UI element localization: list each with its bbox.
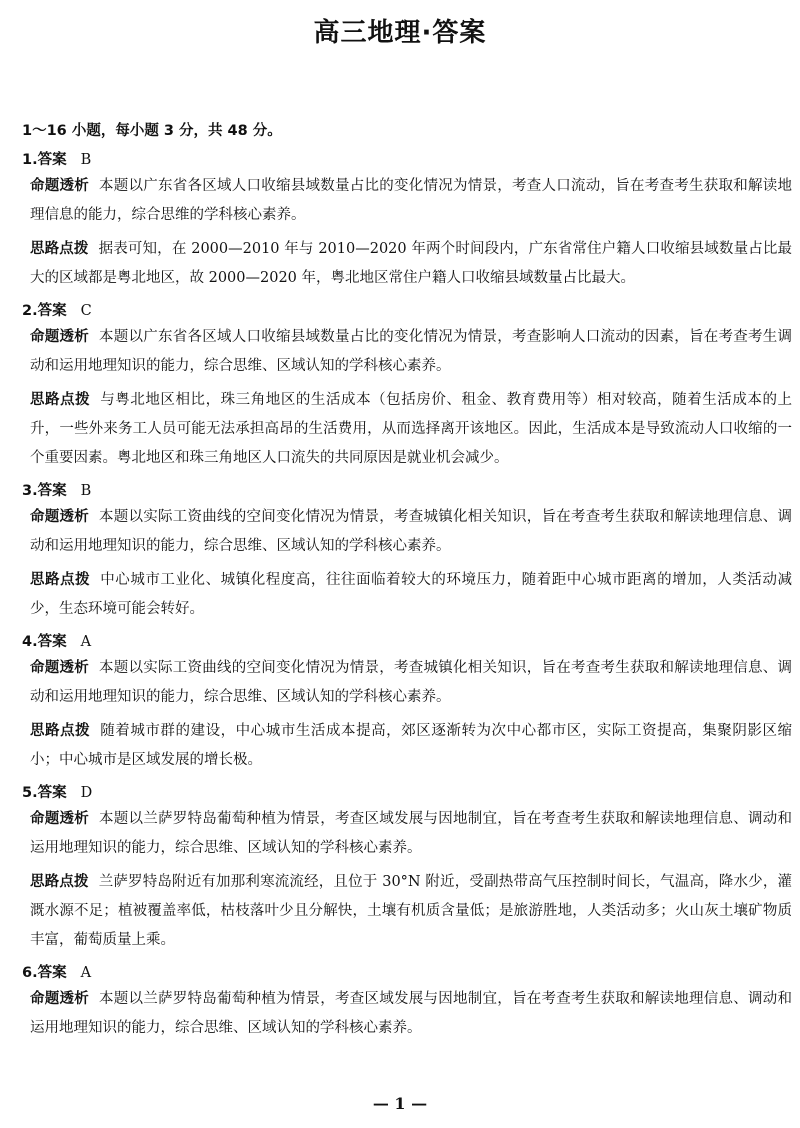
hint-text: 随着城市群的建设，中心城市生活成本提高，郊区逐渐转为次中心都市区，实际工资提高，集聚阴影区缩小；中心城市是区域发展的增长极。 xyxy=(30,723,793,768)
analysis-text: 本题以广东省各区域人口收缩县域数量占比的变化情况为情景，考查影响人口流动的因素，旨在考查考生调动和运用地理知识的能力，综合思维、区域认知的学科核心素养。 xyxy=(30,329,792,374)
hint-text: 中心城市工业化、城镇化程度高，往往面临着较大的环境压力，随着距中心城市距离的增加，人类活动减少，生态环境可能会转好。 xyxy=(30,572,793,617)
analysis-text: 本题以兰萨罗特岛葡萄种植为情景，考查区域发展与因地制宜，旨在考查考生获取和解读地理信息、调动和运用地理知识的能力，综合思维、区域认知的学科核心素养。 xyxy=(30,991,792,1036)
answer-line xyxy=(22,630,792,654)
hint-paragraph xyxy=(30,717,792,775)
analysis-label: 命题透析 xyxy=(30,178,89,194)
page-title: 高三地理·答案 xyxy=(313,18,487,48)
question-block xyxy=(22,148,792,293)
question-block xyxy=(22,479,792,624)
question-number: 5. xyxy=(22,785,38,801)
answer-content xyxy=(22,120,792,1049)
hint-label: 思路点拨 xyxy=(30,723,91,739)
answer-label: 答案 xyxy=(37,483,67,499)
section-intro: 1～16 小题，每小题 3 分，共 48 分。 xyxy=(22,123,282,139)
question-number: 2. xyxy=(22,303,38,319)
answer-value: D xyxy=(80,785,93,801)
analysis-paragraph xyxy=(30,172,792,230)
analysis-text: 本题以实际工资曲线的空间变化情况为情景，考查城镇化相关知识，旨在考查考生获取和解读地理信息、调动和运用地理知识的能力，综合思维、区域认知的学科核心素养。 xyxy=(30,509,792,554)
question-number: 3. xyxy=(22,483,38,499)
page-number: — 1 — xyxy=(372,1094,428,1113)
hint-text: 与粤北地区相比，珠三角地区的生活成本（包括房价、租金、教育费用等）相对较高，随着生活成本的上升，一些外来务工人员可能无法承担高昂的生活费用，从而选择离开该地区。因此，生活成本是导致流动人口收缩的一个重要因素。粤北地区和珠三角地区人口流失的共同原因是就业机会减少。 xyxy=(30,392,793,466)
hint-paragraph xyxy=(30,566,792,624)
analysis-paragraph xyxy=(30,503,792,561)
answer-line xyxy=(22,961,792,985)
analysis-label: 命题透析 xyxy=(30,660,89,676)
hint-label: 思路点拨 xyxy=(30,874,89,890)
question-number: 6. xyxy=(22,965,38,981)
analysis-text: 本题以兰萨罗特岛葡萄种植为情景，考查区域发展与因地制宜，旨在考查考生获取和解读地理信息、调动和运用地理知识的能力，综合思维、区域认知的学科核心素养。 xyxy=(30,811,792,856)
answer-label: 答案 xyxy=(37,785,67,801)
hint-paragraph xyxy=(30,235,792,293)
answer-line xyxy=(22,479,792,503)
answer-value: C xyxy=(80,303,92,319)
analysis-paragraph xyxy=(30,805,792,863)
hint-paragraph xyxy=(30,386,792,473)
hint-text: 兰萨罗特岛附近有加那利寒流流经，且位于 30°N 附近，受副热带高气压控制时间长，气温高，降水少，灌溉水源不足；植被覆盖率低，枯枝落叶少且分解快，土壤有机质含量低；是旅游胜地，人类活动多；火山灰土壤矿物质丰富，葡萄质量上乘。 xyxy=(30,874,792,948)
answer-value: A xyxy=(80,634,92,650)
analysis-paragraph xyxy=(30,323,792,381)
answer-line xyxy=(22,781,792,805)
hint-label: 思路点拨 xyxy=(30,392,91,408)
analysis-text: 本题以广东省各区域人口收缩县域数量占比的变化情况为情景，考查人口流动，旨在考查考生获取和解读地理信息的能力，综合思维的学科核心素养。 xyxy=(30,178,792,223)
analysis-label: 命题透析 xyxy=(30,509,89,525)
analysis-paragraph xyxy=(30,654,792,712)
analysis-text: 本题以实际工资曲线的空间变化情况为情景，考查城镇化相关知识，旨在考查考生获取和解读地理信息、调动和运用地理知识的能力，综合思维、区域认知的学科核心素养。 xyxy=(30,660,792,705)
analysis-label: 命题透析 xyxy=(30,329,89,345)
question-block xyxy=(22,781,792,955)
analysis-paragraph xyxy=(30,985,792,1043)
hint-text: 据表可知，在 2000—2010 年与 2010—2020 年两个时间段内，广东省常住户籍人口收缩县域数量占比最大的区域都是粤北地区，故 2000—2020 年，粤北地区常住户籍人口收缩县域数量占比最大。 xyxy=(30,241,793,286)
question-list xyxy=(22,148,792,1043)
answer-value: B xyxy=(80,483,92,499)
answer-label: 答案 xyxy=(37,303,67,319)
question-number: 1. xyxy=(22,152,38,168)
analysis-label: 命题透析 xyxy=(30,811,89,827)
answer-label: 答案 xyxy=(37,152,67,168)
hint-label: 思路点拨 xyxy=(30,241,89,257)
question-number: 4. xyxy=(22,634,38,650)
answer-value: A xyxy=(80,965,92,981)
question-block xyxy=(22,630,792,775)
question-block xyxy=(22,961,792,1043)
question-block xyxy=(22,299,792,473)
answer-label: 答案 xyxy=(37,965,67,981)
analysis-label: 命题透析 xyxy=(30,991,89,1007)
answer-label: 答案 xyxy=(37,634,67,650)
hint-paragraph xyxy=(30,868,792,955)
hint-label: 思路点拨 xyxy=(30,572,91,588)
answer-line xyxy=(22,148,792,172)
answer-line xyxy=(22,299,792,323)
answer-value: B xyxy=(80,152,92,168)
